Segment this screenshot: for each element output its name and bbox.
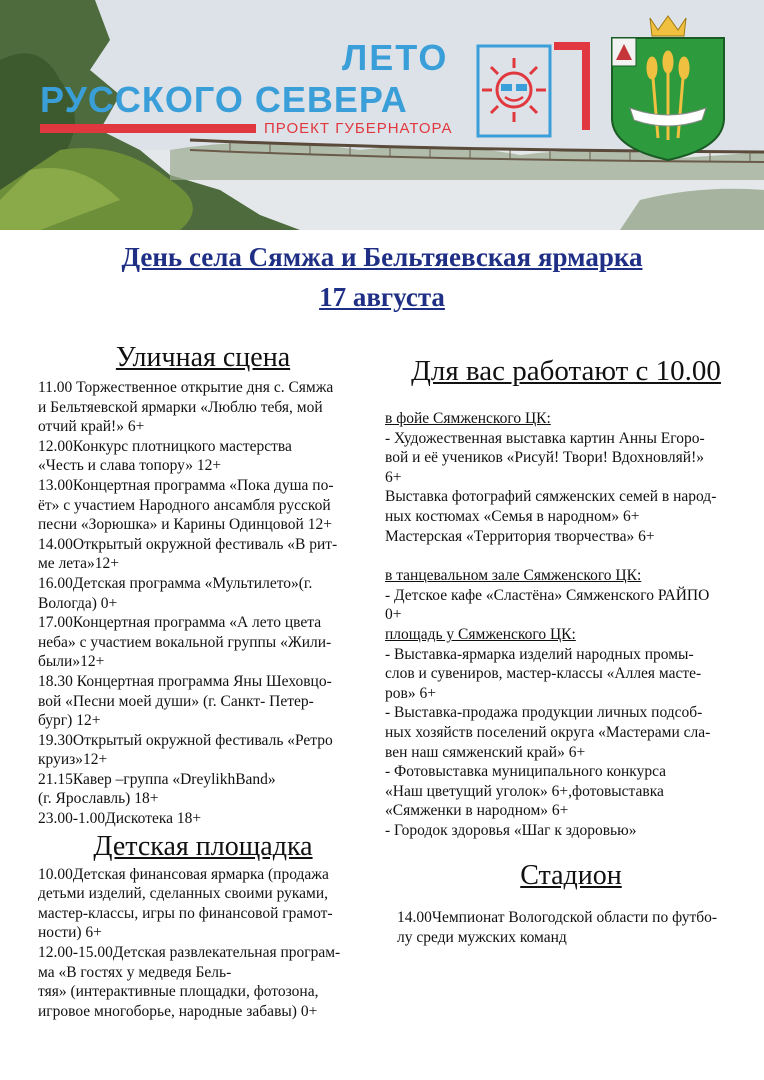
open-from-heading: Для вас работают с 10.00 <box>411 355 721 387</box>
activity-line: ров» 6+ <box>385 684 436 702</box>
schedule-line: Вологда) 0+ <box>38 594 118 612</box>
schedule-line: «Честь и слава топору» 12+ <box>38 457 222 475</box>
dance-hall-label: в танцевальном зале Сямженского ЦК: <box>385 567 642 585</box>
schedule-line: ма «В гостях у медведя Бель- <box>38 963 232 981</box>
activity-line: слов и сувениров, мастер-классы «Аллея масте- <box>385 665 702 683</box>
header-banner <box>0 0 764 230</box>
activity-line: «Сямженки в народном» 6+ <box>385 802 569 820</box>
schedule-line: круиз»12+ <box>38 751 108 769</box>
schedule-line: неба» с участием вокальной группы «Жили- <box>38 633 332 651</box>
activity-line: вен наш сямженский край» 6+ <box>385 743 586 761</box>
logo-line1: ЛЕТО <box>342 37 449 78</box>
foyer-list <box>385 429 747 547</box>
activity-line: 14.00Чемпионат Вологодской области по футбо- <box>397 909 718 927</box>
activity-line: 6+ <box>385 468 402 486</box>
schedule-line: (г. Ярославль) 18+ <box>38 790 159 808</box>
schedule-line: детьми изделий, сделанных своими руками, <box>38 885 329 903</box>
activity-line: - Художественная выставка картин Анны Егоро- <box>385 429 705 447</box>
kids-area-schedule <box>38 865 378 1022</box>
activity-line: - Выставка-продажа продукции личных подсоб- <box>385 704 703 722</box>
schedule-line: мастер-классы, игры по финансовой грамот- <box>38 904 333 922</box>
schedule-line: 11.00 Торжественное открытие дня с. Сямжа <box>38 379 334 396</box>
right-column <box>385 355 747 948</box>
schedule-line: 23.00-1.00Дискотека 18+ <box>38 810 202 828</box>
activity-line: Выставка фотографий сямженских семей в народ- <box>385 488 717 506</box>
activity-line: 0+ <box>385 606 402 624</box>
activity-line: - Фотовыставка муниципального конкурса <box>385 763 667 781</box>
activity-line: - Городок здоровья «Шаг к здоровью» <box>385 821 637 839</box>
schedule-line: отчий край!» 6+ <box>38 418 145 436</box>
activity-line: - Выставка-ярмарка изделий народных промы- <box>385 645 694 663</box>
left-column <box>38 342 378 1021</box>
activity-line: - Детское кафе «Сластёна» Сямженского РАЙПО <box>385 586 710 604</box>
schedule-line: песни «Зорюшка» и Карины Одинцовой 12+ <box>38 516 332 534</box>
activity-line: ных хозяйств поселений округа «Мастерами сла- <box>385 723 711 741</box>
stadium-heading: Стадион <box>520 860 622 892</box>
foyer-label: в фойе Сямженского ЦК: <box>385 410 551 427</box>
schedule-line: тяя» (интерактивные площадки, фотозона, <box>38 983 319 1001</box>
logo-subtitle: ПРОЕКТ ГУБЕРНАТОРА <box>264 120 453 137</box>
schedule-line: 12.00-15.00Детская развлекательная програм- <box>38 944 341 962</box>
schedule-line: и Бельтяевской ярмарки «Люблю тебя, мой <box>38 398 323 416</box>
schedule-line: ёт» с участием Народного ансамбля русской <box>38 496 331 514</box>
page-title: День села Сямжа и Бельтяевская ярмарка <box>121 242 643 272</box>
schedule-line: 17.00Концертная программа «А лето цвета <box>38 614 322 632</box>
schedule-line: 10.00Детская финансовая ярмарка (продажа <box>38 865 329 883</box>
schedule-line: 16.00Детская программа «Мультилето»(г. <box>38 574 313 592</box>
schedule-line: бург) 12+ <box>38 712 101 730</box>
activity-line: ных костюмах «Семья в народном» 6+ <box>385 507 640 525</box>
schedule-line: 18.30 Концертная программа Яны Шеховцо- <box>38 672 332 690</box>
logo-line2: РУССКОГО СЕВЕРА <box>40 79 408 120</box>
dance-hall-list <box>385 586 747 625</box>
schedule-line: 14.00Открытый окружной фестиваль «В рит- <box>38 535 338 553</box>
street-stage-schedule <box>38 378 378 829</box>
activity-line: вой и её учеников «Рисуй! Твори! Вдохновляй!» <box>385 449 704 467</box>
street-stage-heading: Уличная сцена <box>115 342 291 373</box>
square-label: площадь у Сямженского ЦК: <box>385 625 576 643</box>
schedule-line: были»12+ <box>38 653 105 671</box>
schedule-line: ности) 6+ <box>38 924 102 942</box>
event-date: 17 августа <box>319 282 445 312</box>
schedule-line: 13.00Концертная программа «Пока душа по- <box>38 476 334 494</box>
kids-area-heading: Детская площадка <box>93 830 313 862</box>
schedule-line: вой «Песни моей души» (г. Санкт- Петер- <box>38 692 314 710</box>
activity-line: Мастерская «Территория творчества» 6+ <box>385 527 655 545</box>
coat-of-arms-icon <box>612 16 724 160</box>
schedule-line: ме лета»12+ <box>38 555 120 573</box>
schedule-line: 12.00Конкурс плотницкого мастерства <box>38 437 292 455</box>
stadium-list <box>385 908 747 947</box>
square-list <box>385 645 747 841</box>
activity-line: «Наш цветущий уголок» 6+,фотовыставка <box>385 782 664 800</box>
schedule-line: игровое многоборье, народные забавы) 0+ <box>38 1002 318 1020</box>
schedule-line: 19.30Открытый окружной фестиваль «Ретро <box>38 731 333 749</box>
activity-line: лу среди мужских команд <box>397 929 567 947</box>
schedule-line: 21.15Кавер –группа «DreylikhBand» <box>38 770 276 788</box>
